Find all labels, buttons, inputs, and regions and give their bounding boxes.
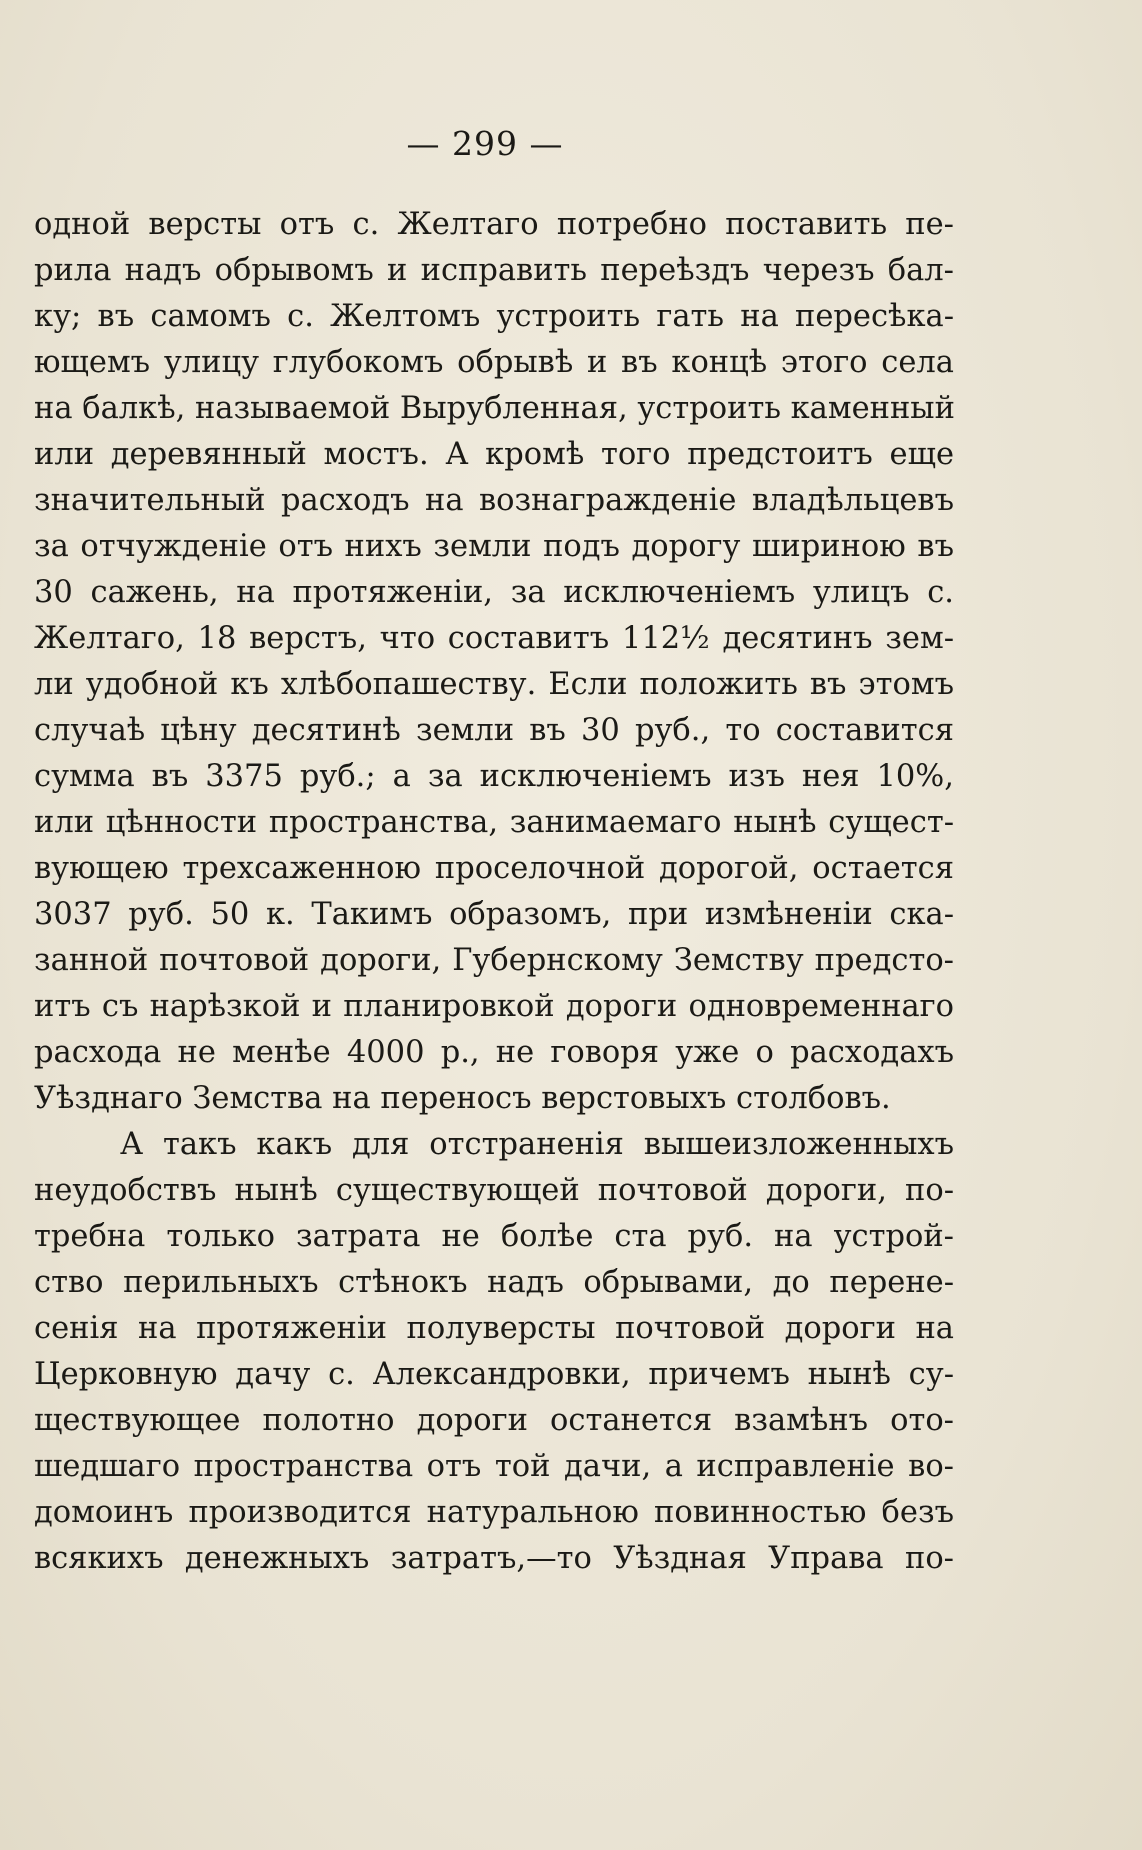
text-line: домоинъ производится натуральною повинностью безъ [34, 1495, 954, 1530]
text-line: расхода не менѣе 4000 р., не говоря уже о расходахъ [34, 1035, 954, 1070]
text-line: ществующее полотно дороги останется взамѣнъ ото- [34, 1403, 954, 1438]
text-line: вующею трехсаженною проселочной дорогой, остается [34, 851, 954, 886]
paragraph-1 [34, 202, 954, 1122]
page-number: — 299 — [406, 124, 564, 163]
text-line: или цѣнности пространства, занимаемаго нынѣ сущест- [34, 805, 954, 840]
text-line: ющемъ улицу глубокомъ обрывѣ и въ концѣ этого села [34, 345, 954, 380]
text-line: Церковную дачу с. Александровки, причемъ нынѣ су- [34, 1357, 954, 1392]
text-line: занной почтовой дороги, Губернскому Земству предсто- [34, 943, 954, 978]
text-line: 30 сажень, на протяженіи, за исключеніемъ улицъ с. [34, 575, 954, 610]
text-line: 3037 руб. 50 к. Такимъ образомъ, при измѣненіи ска- [34, 897, 954, 932]
text-line: ку; въ самомъ с. Желтомъ устроить гать на пересѣка- [34, 299, 954, 334]
text-line: ство перильныхъ стѣнокъ надъ обрывами, до перене- [34, 1265, 954, 1300]
text-line: за отчужденіе отъ нихъ земли подъ дорогу шириною въ [34, 529, 954, 564]
text-line: сумма въ 3375 руб.; а за исключеніемъ изъ нея 10%, [34, 759, 954, 794]
text-line: шедшаго пространства отъ той дачи, а исправленіе во- [34, 1449, 954, 1484]
text-line: сенія на протяженіи полуверсты почтовой дороги на [34, 1311, 954, 1346]
text-body [34, 202, 954, 1582]
text-line: на балкѣ, называемой Вырубленная, устроить каменный [34, 391, 955, 426]
text-line: значительный расходъ на вознагражденіе владѣльцевъ [34, 483, 954, 518]
text-line: рила надъ обрывомъ и исправить переѣздъ черезъ бал- [34, 253, 954, 288]
text-line: итъ съ нарѣзкой и планировкой дороги одновременнаго [34, 989, 954, 1024]
text-line: Уѣзднаго Земства на переносъ верстовыхъ столбовъ. [34, 1081, 891, 1116]
text-line: ли удобной къ хлѣбопашеству. Если положить въ этомъ [34, 667, 954, 702]
text-line: требна только затрата не болѣе ста руб. на устрой- [34, 1219, 954, 1254]
text-line: или деревянный мостъ. А кромѣ того предстоитъ еще [34, 437, 954, 472]
text-line: неудобствъ нынѣ существующей почтовой дороги, по- [34, 1173, 954, 1208]
text-line: А такъ какъ для отстраненія вышеизложенныхъ [120, 1127, 954, 1162]
text-line: всякихъ денежныхъ затратъ,—то Уѣздная Управа по- [34, 1541, 954, 1576]
text-line: случаѣ цѣну десятинѣ земли въ 30 руб., то составится [34, 713, 954, 748]
paragraph-2 [34, 1122, 954, 1582]
text-line: Желтаго, 18 верстъ, что составитъ 112½ десятинъ зем- [34, 621, 954, 656]
text-line: одной версты отъ с. Желтаго потребно поставить пе- [34, 207, 954, 242]
